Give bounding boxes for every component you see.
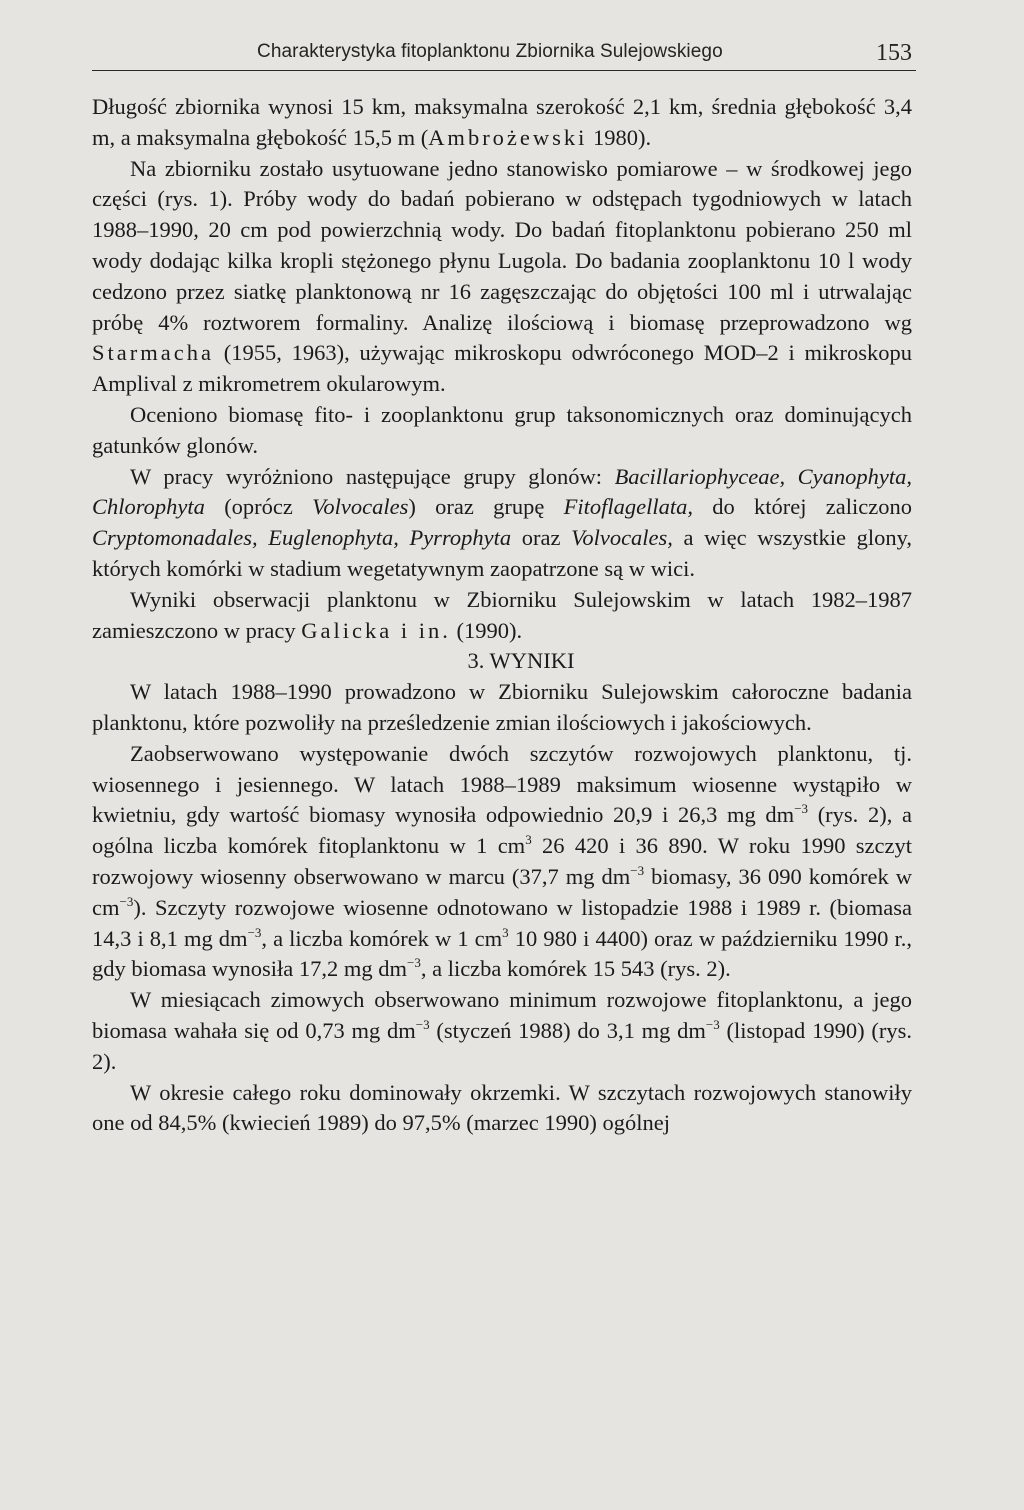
section-heading: 3. WYNIKI [467, 648, 575, 674]
text-run: do której zaliczono [693, 494, 912, 520]
taxon-name: Fitoflagellata, [563, 494, 694, 520]
exponent: −3 [406, 955, 421, 971]
text-run: 1980). [587, 124, 652, 150]
taxon-name: Volvocales, [571, 525, 673, 551]
running-head [92, 36, 916, 71]
exponent: 3 [502, 924, 509, 940]
taxon-names: Cryptomonadales, Euglenophyta, Pyrrophyta [92, 525, 512, 551]
exponent: −3 [630, 862, 645, 878]
text-run: Na zbiorniku zostało usytuowane jedno stanowisko pomiarowe – w środkowej jego części (rys. 1). Próby wody do badań pobierano w odstępach tygodniowych w latach 1988–1990, 20 cm pod powierzchnią wody. Do badań fitoplanktonu pobierano 250 ml wody dodając kilka kropli stężonego płynu Lugola. Do badania zooplanktonu 10 l wody cedzono przez siatkę planktonową nr 16 zagęszczając do objętości 100 ml i utrwalając próbę 4% roztworem formaliny. Analizę ilościową i biomasę przeprowadzono wg [92, 155, 912, 335]
author-citation: Galicka i in. [301, 617, 451, 643]
text-run: (1990). [450, 617, 523, 643]
author-citation: Ambrożewski [428, 124, 588, 150]
paragraph-results-intro: W latach 1988–1990 prowadzono w Zbiorniku Sulejowskim całoroczne badania planktonu, które pozwoliły na prześledzenie zmian ilościowych i jakościowych. [92, 679, 912, 735]
text-run: 10 980 i 4400) oraz w październiku 1990 r., gdy biomasa wynosiła 17,2 mg dm [92, 925, 912, 982]
body-text [92, 92, 912, 1139]
author-citation: Starmacha [92, 340, 214, 366]
text-run: (listopad 1990) (rys. 2). [92, 1017, 912, 1074]
paragraph-reservoir-dimensions [92, 92, 912, 154]
text-run: (styczeń 1988) do 3,1 mg dm [429, 1017, 706, 1043]
paragraph-winter-minimum [92, 985, 912, 1077]
text-run: 26 420 i 36 890. W roku 1990 szczyt rozwojowy wiosenny obserwowano w marcu (37,7 mg dm [92, 833, 912, 889]
text-run: , a liczba komórek w 1 cm [261, 925, 503, 951]
running-title: Charakterystyka fitoplanktonu Zbiornika Sulejowskiego [257, 41, 723, 62]
text-run: W miesiącach zimowych obserwowano minimum rozwojowe fitoplanktonu, a jego biomasa wahała się od 0,73 mg dm [92, 987, 912, 1043]
text-run: biomasy, 36 090 komórek w cm [92, 863, 913, 920]
text-run: ) oraz grupę [408, 494, 564, 520]
text-run: Wyniki obserwacji planktonu w Zbiorniku Sulejowskim w latach 1982–1987 zamieszczono w pracy [92, 586, 912, 643]
paragraph-methods [92, 154, 912, 400]
taxon-name: Volvocales [312, 494, 409, 520]
paragraph-diatom-dominance: W okresie całego roku dominowały okrzemki. W szczytach rozwojowych stanowiły one od 84,5% (kwiecień 1989) do 97,5% (marzec 1990) ogólnej [92, 1079, 912, 1136]
paragraph-previous-results [92, 585, 912, 647]
text-run: (rys. 2), a ogólna liczba komórek fitoplanktonu w 1 cm [92, 802, 912, 859]
paragraph-development-peaks [92, 739, 912, 985]
text-run: oraz [511, 525, 572, 551]
text-run: Zaobserwowano występowanie dwóch szczytów rozwojowych planktonu, tj. wiosennego i jesiennego. W latach 1988–1989 maksimum wiosenne wystąpiło w kwietniu, gdy wartość biomasy wynosiła odpowiednio 20,9 i 26,3 mg dm [92, 740, 912, 828]
exponent: −3 [705, 1016, 720, 1032]
exponent: 3 [525, 832, 532, 848]
text-run: ). Szczyty rozwojowe wiosenne odnotowano w listopadzie 1988 i 1989 r. (biomasa 14,3 i 8,1 mg dm [92, 894, 912, 951]
exponent: −3 [794, 801, 809, 817]
text-run: W pracy wyróżniono następujące grupy glonów: [130, 463, 615, 489]
paragraph-biomass-assessment: Oceniono biomasę fito- i zooplanktonu grup taksonomicznych oraz dominujących gatunków glonów. [92, 401, 912, 458]
page-number: 153 [876, 40, 912, 66]
text-run: Długość zbiornika wynosi 15 km, maksymalna szerokość 2,1 km, średnia głębokość 3,4 m, a maksymalna głębokość 15,5 m ( [92, 94, 912, 150]
taxon-names: Bacillariophyceae, Cyanophyta, Chlorophyta [92, 463, 912, 520]
text-run: (oprócz [204, 494, 313, 520]
paragraph-algae-groups [92, 462, 912, 585]
text-run: , a liczba komórek 15 543 (rys. 2). [420, 956, 731, 982]
exponent: −3 [415, 1016, 430, 1032]
text-run: a więc wszystkie glony, których komórki w stadium wegetatywnym zaopatrzone są w wici. [92, 525, 913, 581]
exponent: −3 [119, 893, 134, 909]
text-run: (1955, 1963), używając mikroskopu odwróconego MOD–2 i mikroskopu Amplival z mikrometrem okularowym. [92, 340, 912, 397]
exponent: −3 [247, 924, 262, 940]
